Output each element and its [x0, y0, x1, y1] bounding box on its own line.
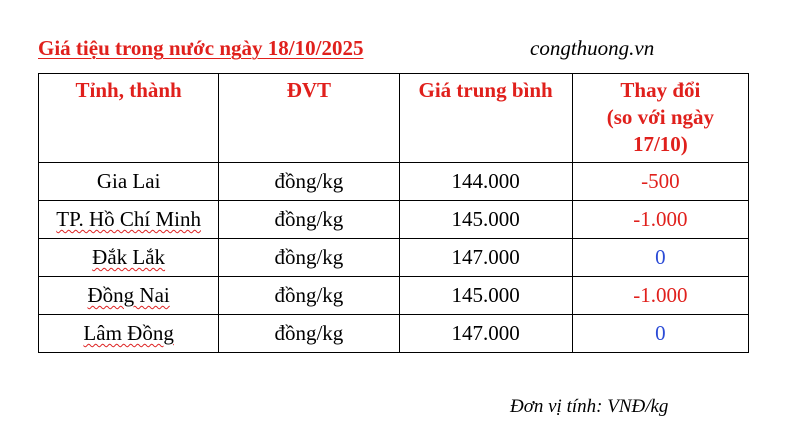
- cell-province: [39, 239, 219, 277]
- cell-price: 145.000: [399, 277, 572, 315]
- table-row: [39, 315, 749, 353]
- cell-province: [39, 315, 219, 353]
- cell-price: 147.000: [399, 315, 572, 353]
- cell-unit: đồng/kg: [219, 163, 399, 201]
- cell-unit: đồng/kg: [219, 201, 399, 239]
- table-row: [39, 239, 749, 277]
- header-change-line2: (so với ngày: [606, 105, 715, 129]
- cell-price: 147.000: [399, 239, 572, 277]
- cell-unit: đồng/kg: [219, 315, 399, 353]
- header-change-line3: 17/10): [632, 132, 688, 156]
- table-header-row: [39, 74, 749, 163]
- cell-change: 0: [572, 315, 748, 353]
- cell-unit: đồng/kg: [219, 277, 399, 315]
- page-title: Giá tiệu trong nước ngày 18/10/2025: [38, 36, 364, 60]
- cell-change: -1.000: [572, 277, 748, 315]
- header-change: [572, 74, 748, 163]
- province-text: TP. Hồ Chí Minh: [56, 207, 201, 231]
- province-text: Đồng Nai: [87, 283, 170, 307]
- header-change-line1: Thay đổi: [620, 78, 701, 102]
- cell-province: Gia Lai: [39, 163, 219, 201]
- province-text: Đắk Lắk: [92, 245, 166, 269]
- cell-province: [39, 277, 219, 315]
- cell-change: -500: [572, 163, 748, 201]
- cell-change: -1.000: [572, 201, 748, 239]
- cell-price: 144.000: [399, 163, 572, 201]
- cell-change: 0: [572, 239, 748, 277]
- unit-note: Đơn vị tính: VNĐ/kg: [510, 396, 669, 417]
- header-avg-price: Giá trung bình: [399, 74, 572, 163]
- source-label: congthuong.vn: [530, 36, 655, 60]
- cell-province: [39, 201, 219, 239]
- cell-price: 145.000: [399, 201, 572, 239]
- cell-unit: đồng/kg: [219, 239, 399, 277]
- province-text: Lâm Đồng: [83, 321, 174, 345]
- header-province: Tỉnh, thành: [39, 74, 219, 163]
- table-row: [39, 201, 749, 239]
- table-row: [39, 163, 749, 201]
- header-unit: ĐVT: [219, 74, 399, 163]
- pepper-price-table: [38, 73, 749, 353]
- table-row: [39, 277, 749, 315]
